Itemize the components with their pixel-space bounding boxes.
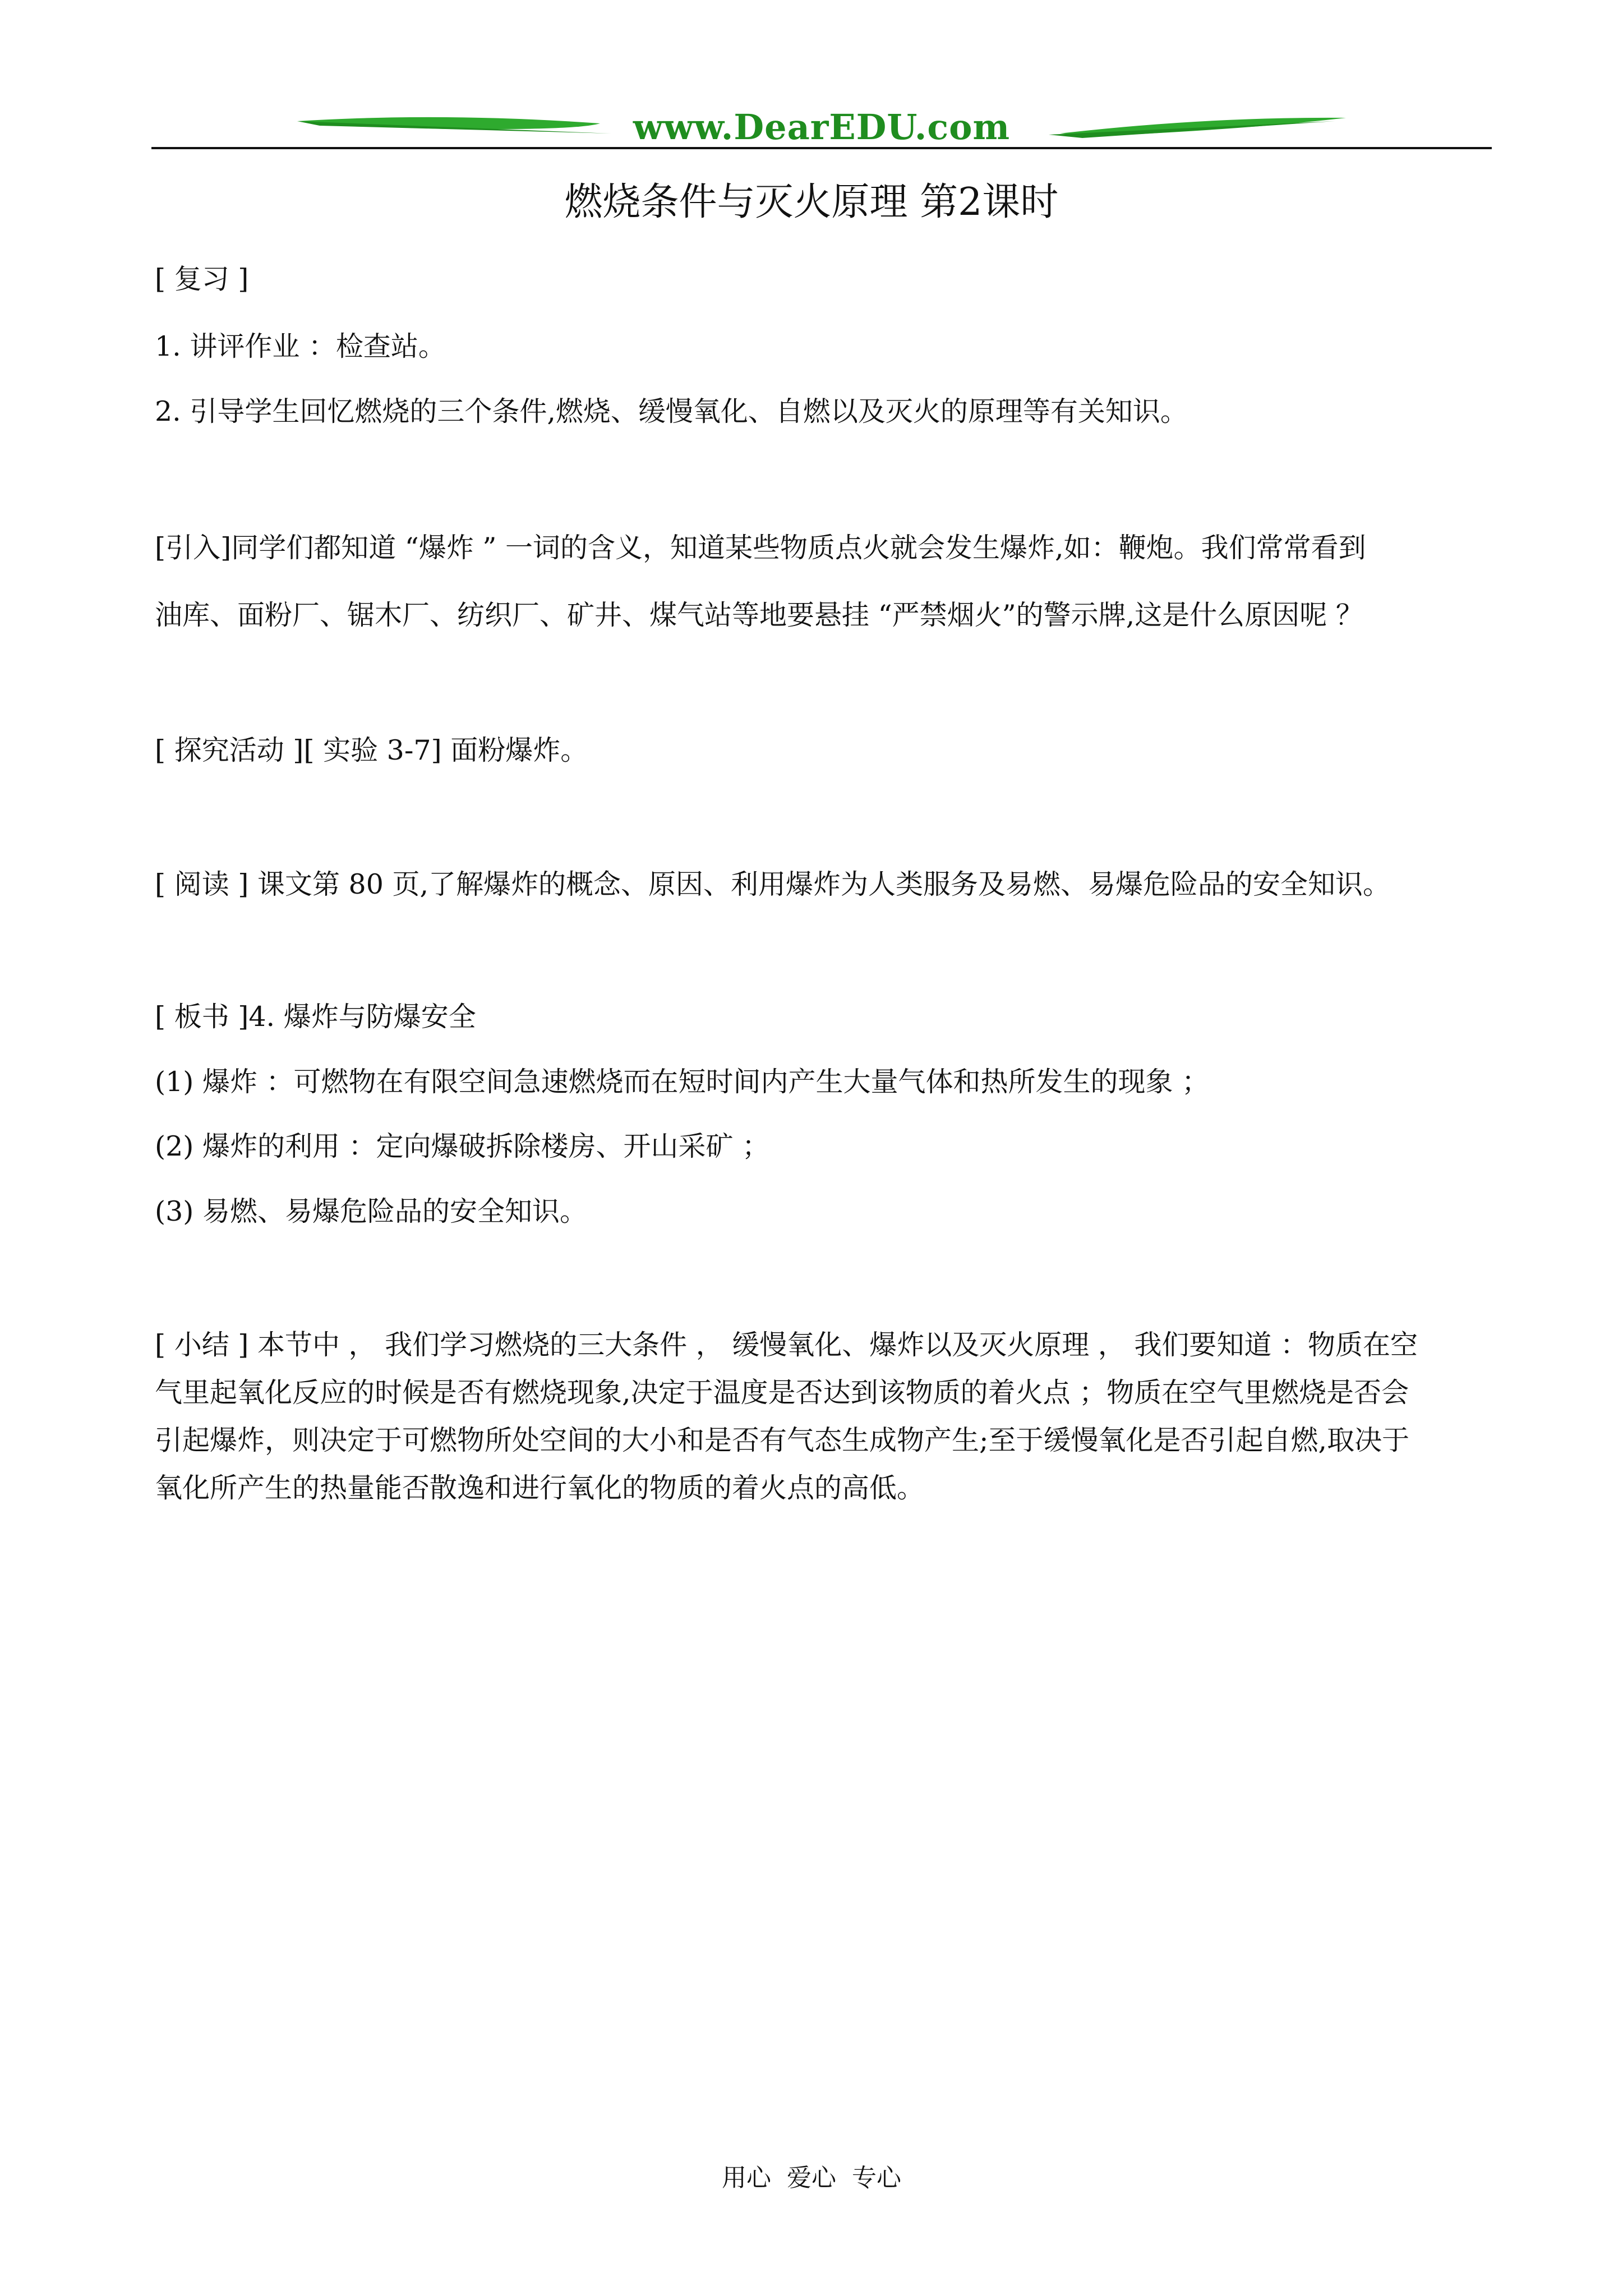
review-item-2: 2. 引导学生回忆燃烧的三个条件,燃烧、缓慢氧化、自燃以及灭火的原理等有关知识。	[155, 395, 1188, 427]
reading-note: [ 阅读 ] 课文第 80 页,了解爆炸的概念、原因、利用爆炸为人类服务及易燃、易爆危险品的安全知识。	[155, 868, 1391, 900]
summary-line-4: 氧化所产生的热量能否散逸和进行氧化的物质的着火点的高低。	[155, 1472, 925, 1504]
board-item-2: (2) 爆炸的利用 ：定向爆破拆除楼房、开山采矿 ；	[155, 1130, 770, 1162]
summary-line-1: [ 小结 ] 本节中 ， 我们学习燃烧的三大条件 ， 缓慢氧化、爆炸以及灭火原理 ， 我们要知道 ：物质在空	[155, 1329, 1418, 1361]
summary-line-2: 气里起氧化反应的时候是否有燃烧现象,决定于温度是否达到该物质的着火点 ；物质在空气里燃烧是否会	[155, 1377, 1409, 1409]
logo-text: www.DearEDU.com	[633, 107, 1011, 148]
board-heading: [ 板书 ]4. 爆炸与防爆安全	[155, 1001, 476, 1033]
intro-line-1: [引入]同学们都知道 “爆炸 ” 一词的含义，知道某些物质点火就会发生爆炸,如：鞭炮。我们常常看到	[155, 532, 1366, 564]
header-divider	[151, 147, 1492, 149]
review-item-1: 1. 讲评作业 ：检查站。	[155, 330, 446, 362]
site-header-logo	[151, 101, 1492, 163]
board-item-1: (1) 爆炸 ：可燃物在有限空间急速燃烧而在短时间内产生大量气体和热所发生的现象 ；	[155, 1066, 1210, 1098]
summary-line-3: 引起爆炸，则决定于可燃物所处空间的大小和是否有气态生成物产生;至于缓慢氧化是否引起自燃,取决于	[155, 1424, 1410, 1456]
page-title: 燃烧条件与灭火原理 第2课时	[564, 180, 1059, 224]
board-item-3: (3) 易燃、易爆危险品的安全知识。	[155, 1195, 587, 1227]
page-footer: 用心 爱心 专心	[722, 2164, 901, 2192]
explore-activity: [ 探究活动 ][ 实验 3-7] 面粉爆炸。	[155, 734, 588, 766]
intro-line-2: 油库、面粉厂、锯木厂、纺织厂、矿井、煤气站等地要悬挂 “严禁烟火”的警示牌,这是什么原因呢 ？	[155, 599, 1363, 631]
review-heading: [ 复习 ]	[155, 263, 249, 295]
